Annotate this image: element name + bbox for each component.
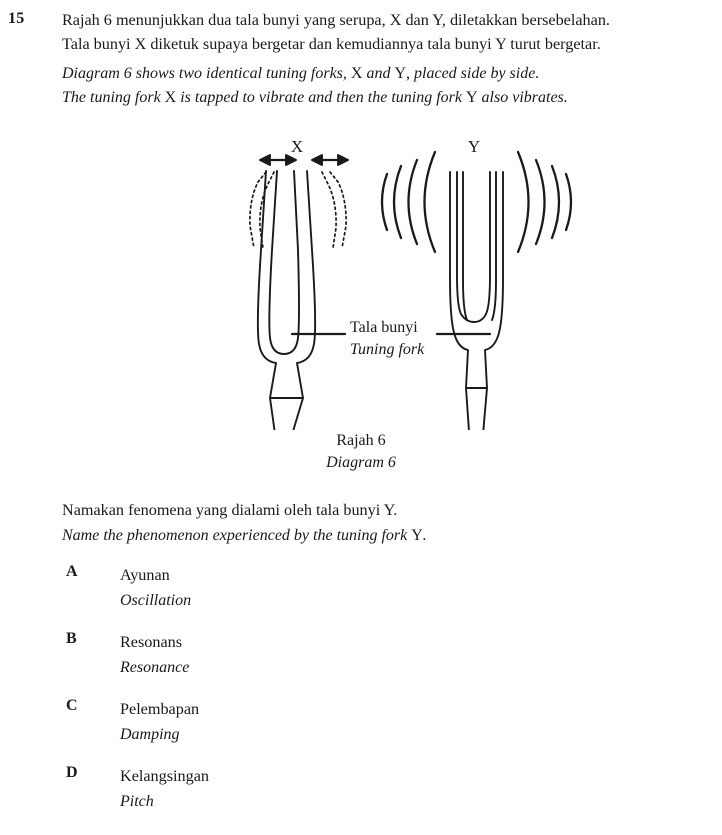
option-c-text xyxy=(120,697,199,747)
option-d-letter: D xyxy=(66,764,78,781)
option-a[interactable] xyxy=(0,563,722,630)
callout-label-english: Tuning fork xyxy=(350,341,425,358)
stem-en-2-part-c: also vibrates. xyxy=(477,89,568,106)
option-b[interactable] xyxy=(0,630,722,697)
stem-en-1-part-c: , placed side by side. xyxy=(406,65,540,82)
callout-label-malay: Tala bunyi xyxy=(350,319,418,336)
fork-x-outline-stem xyxy=(258,171,315,398)
stem-line-malay-2: Tala bunyi X diketuk supaya bergetar dan kemudiannya tala bunyi Y turut bergetar. xyxy=(62,35,601,53)
fork-y-sound-waves-left xyxy=(382,152,435,252)
fork-y-inner-right-prong xyxy=(492,172,496,320)
fork-x-stem xyxy=(270,398,303,430)
fork-x-label: X xyxy=(290,137,304,156)
stem-en-1-label-x: X xyxy=(350,65,363,82)
tuning-fork-diagram xyxy=(0,130,722,430)
fork-y-inner-left-prong xyxy=(463,172,467,320)
question-number: 15 xyxy=(8,10,25,27)
question-stem xyxy=(62,8,714,110)
stem-en-2-label-x: X xyxy=(164,89,177,106)
option-c-letter: C xyxy=(66,697,78,714)
stem-en-1-part-b: and xyxy=(362,65,395,82)
prompt-english xyxy=(62,523,702,548)
fork-x-vibration-dotted-right xyxy=(322,172,346,248)
prompt-en-label-y: Y xyxy=(411,527,423,544)
option-c[interactable] xyxy=(0,697,722,764)
option-d-english: Pitch xyxy=(120,793,154,810)
tuning-fork-svg xyxy=(0,130,722,430)
question-prompt xyxy=(62,498,702,548)
prompt-malay: Namakan fenomena yang dialami oleh tala bunyi Y. xyxy=(62,501,398,519)
stem-en-2-label-y: Y xyxy=(465,89,478,106)
diagram-caption-english: Diagram 6 xyxy=(326,454,396,471)
fork-y-body xyxy=(457,172,490,322)
prompt-en-part-a: Name the phenomenon experienced by the tuning fork xyxy=(62,527,412,544)
option-a-text xyxy=(120,563,191,613)
stem-en-1-part-a: Diagram 6 shows two identical tuning forks, xyxy=(62,65,351,82)
stem-en-2-part-b: is tapped to vibrate and then the tuning fork xyxy=(176,89,466,106)
fork-x-vibration-arrows xyxy=(260,155,348,165)
option-d[interactable] xyxy=(0,764,722,831)
option-a-letter: A xyxy=(66,563,78,580)
diagram-caption-malay: Rajah 6 xyxy=(336,432,386,449)
option-b-english: Resonance xyxy=(120,659,190,676)
stem-line-english-1 xyxy=(62,62,714,86)
prompt-en-part-b: . xyxy=(422,527,427,544)
stem-en-1-label-y: Y xyxy=(394,65,407,82)
option-c-malay: Pelembapan xyxy=(120,700,200,718)
diagram-caption xyxy=(0,430,722,474)
stem-en-2-part-a: The tuning fork xyxy=(62,89,165,106)
fork-y-sound-waves-right xyxy=(518,152,571,252)
fork-x-body xyxy=(269,171,299,354)
answer-options xyxy=(0,563,722,831)
option-d-malay: Kelangsingan xyxy=(120,767,210,785)
option-a-english: Oscillation xyxy=(120,592,192,609)
option-b-text xyxy=(120,630,189,680)
option-a-malay: Ayunan xyxy=(120,566,170,584)
option-c-english: Damping xyxy=(120,726,180,743)
fork-y-stem xyxy=(466,388,487,430)
option-d-text xyxy=(120,764,209,814)
stem-line-english-2 xyxy=(62,86,714,110)
fork-y-label: Y xyxy=(467,137,481,156)
option-b-malay: Resonans xyxy=(120,633,183,651)
stem-line-malay-1: Rajah 6 menunjukkan dua tala bunyi yang serupa, X dan Y, diletakkan bersebelahan. xyxy=(62,11,610,29)
option-b-letter: B xyxy=(66,630,77,647)
